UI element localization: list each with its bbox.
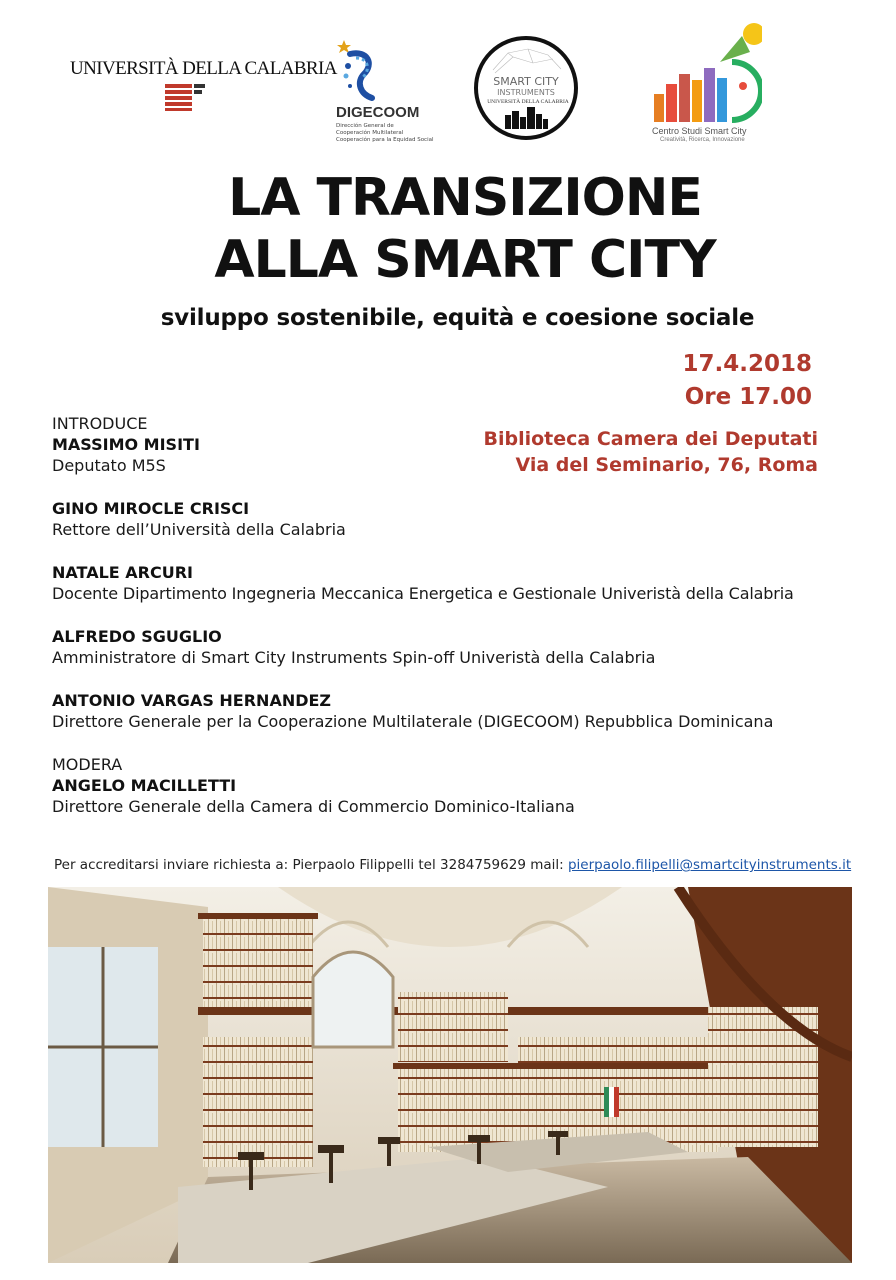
library-photo [48,887,852,1263]
digecoom-logo [330,36,434,146]
unical-logo-text: UNIVERSITÀ DELLA CALABRIA [70,58,337,79]
speaker-name: ANTONIO VARGAS HERNANDEZ [52,691,332,710]
speaker-name: ALFREDO SGUGLIO [52,627,222,646]
speaker-role: Direttore Generale per la Cooperazione Multilaterale (DIGECOOM) Repubblica Dominicana [52,712,774,731]
digecoom-sub-line: Cooperación para la Equidad Social [336,137,434,143]
contact-email-link[interactable]: pierpaolo.filipelli@smartcityinstruments.it [567,857,852,873]
digecoom-subtitle [336,123,432,144]
digecoom-sub-line: Dirección General de [336,123,394,129]
sci-logo-line2: INSTRUMENTS [497,88,555,97]
speaker-block [52,690,862,732]
speaker-name: ANGELO MACILLETTI [52,776,237,795]
digecoom-sub-line: Cooperación Multilateral [336,130,404,136]
speakers-list [52,413,862,839]
smart-city-instruments-logo [473,35,579,141]
moderator-label: MODERA [52,755,123,774]
speaker-role: Deputato M5S [52,456,166,475]
sci-logo-line1: SMART CITY [493,75,559,88]
venue-name: Biblioteca Camera dei Deputati [483,428,818,450]
venue-address: Via del Seminario, 76, Roma [515,454,818,476]
subtitle: sviluppo sostenibile, equità e coesione sociale [160,305,755,331]
speaker-name: NATALE ARCURI [52,563,193,582]
centro-studi-smart-city-logo [650,22,762,148]
digecoom-emblem-icon [334,36,394,104]
speaker-role: Rettore dell’Università della Calabria [52,520,346,539]
speaker-role: Amministratore di Smart City Instruments Spin-off Univeristà della Calabria [52,648,656,667]
speaker-name: MASSIMO MISITI [52,435,200,454]
main-title-line2: ALLA SMART CITY [214,230,716,290]
event-date: 17.4.2018 [682,351,812,377]
main-title-line1: LA TRANSIZIONE [228,168,702,228]
introduce-label: INTRODUCE [52,414,148,433]
city-bars-icon [650,22,762,126]
unical-logo-icon [165,84,205,111]
speaker-block [52,754,862,817]
contact-text: Per accreditarsi inviare richiesta a: Pierpaolo Filippelli tel 3284759629 mail: [54,857,568,873]
digecoom-name: DIGECOOM [336,104,420,121]
contact-line [54,857,851,873]
speaker-role: Direttore Generale della Camera di Commercio Dominico-Italiana [52,797,575,816]
sci-logo-line3: UNIVERSITÀ DELLA CALABRIA [487,99,569,105]
cssc-tagline: Creatività, Ricerca, Innovazione [660,137,745,143]
speaker-role: Docente Dipartimento Ingegneria Meccanica Energetica e Gestionale Univeristà della Calabria [52,584,794,603]
speaker-block [52,626,862,668]
event-time: Ore 17.00 [684,384,812,410]
cssc-name: Centro Studi Smart City [652,126,747,136]
speaker-block [52,498,862,540]
speaker-name: GINO MIROCLE CRISCI [52,499,250,518]
speaker-block [52,413,862,476]
speaker-block [52,562,862,604]
